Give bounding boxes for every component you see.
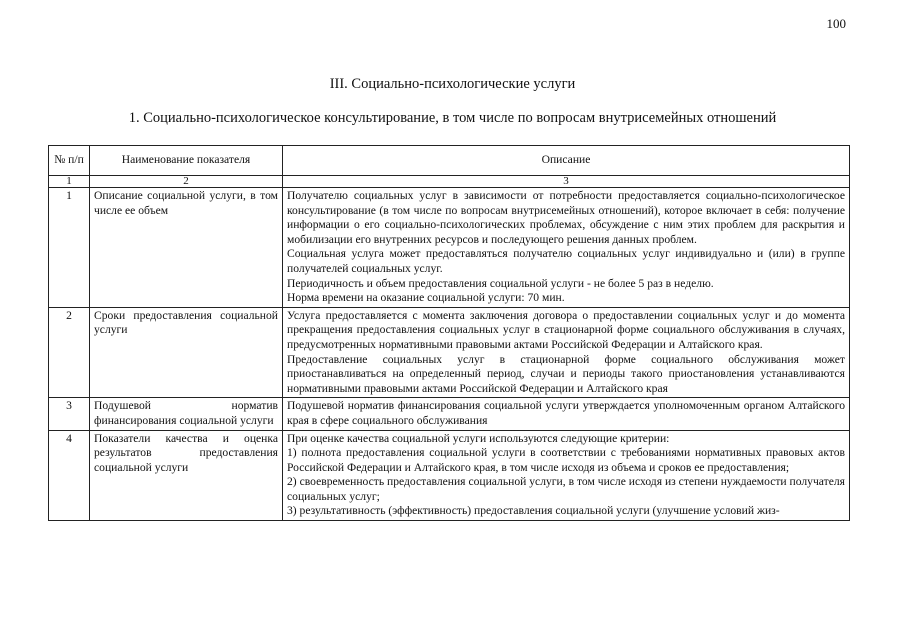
description-paragraph: 1) полнота предоставления социальной услуги в соответствии с требованиями нормативных правовых актов Российской Федерации и Алтайского края, в том числе исходя из объема и сроков ее предоставления; [287,446,845,474]
description-paragraph: При оценке качества социальной услуги используются следующие критерии: [287,431,670,445]
description-paragraph: Получателю социальных услуг в зависимости от потребности предоставляется социально-психологическое консультирование (в том числе по вопросам внутрисемейных отношений), которое включает в себя: получение информации о его социально-психологических проблемах, обсуждение с ним этих проблем для раскрытия и мобилизации его внутренних ресурсов и последующего решения данных проблем. [287,189,845,246]
table-row [49,430,850,521]
row-num: 2 [49,307,90,398]
description-paragraph: Норма времени на оказание социальной услуги: 70 мин. [287,291,565,305]
header-name: Наименование показателя [90,146,283,176]
row-name: Показатели качества и оценка результатов предоставления социальной услуги [90,430,283,521]
page-number: 100 [826,16,846,31]
header-num: № п/п [49,146,90,176]
column-number: 3 [283,176,850,188]
table-row [49,188,850,308]
header-description: Описание [283,146,850,176]
row-description [283,307,850,398]
indicators-table [48,145,850,521]
table-row [49,307,850,398]
row-name: Сроки предоставления социальной услуги [90,307,283,398]
row-num: 3 [49,398,90,430]
row-name: Подушевой норматив финансирования социальной услуги [90,398,283,430]
description-paragraph: 3) результативность (эффективность) предоставления социальной услуги (улучшение условий жиз- [287,504,780,518]
row-num: 1 [49,188,90,308]
description-paragraph: Услуга предоставляется с момента заключения договора о предоставлении социальных услуг и до момента прекращения предоставления социальных услуг в стационарной форме социального обслуживания в случаях, предусмотренных нормативными правовыми актами Российской Федерации и Алтайского края. [287,308,845,351]
column-number: 2 [90,176,283,188]
table-header-row [49,146,850,176]
subsection-title: 1. Социально-психологическое консультирование, в том числе по вопросам внутрисемейных отношений [128,110,777,126]
row-description [283,430,850,521]
section-title: III. Социально-психологические услуги [329,76,576,92]
description-paragraph: Периодичность и объем предоставления социальной услуги - не более 5 раз в неделю. [287,276,714,290]
column-number: 1 [49,176,90,188]
column-number-row [49,176,850,188]
description-paragraph: 2) своевременность предоставления социальной услуги, в том числе исходя из степени нуждаемости получателя социальных услуг; [287,475,845,503]
description-paragraph: Подушевой норматив финансирования социальной услуги утверждается уполномоченным органом Алтайского края в сфере социального обслуживания [287,399,845,427]
table-row [49,398,850,430]
description-paragraph: Предоставление социальных услуг в стационарной форме социального обслуживания может приостанавливаться на определенный период, случаи и периоды такого приостановления устанавливаются нормативными правовыми актами Российской Федерации и Алтайского края [287,352,845,395]
row-description [283,188,850,308]
row-name: Описание социальной услуги, в том числе ее объем [90,188,283,308]
row-num: 4 [49,430,90,521]
row-description [283,398,850,430]
description-paragraph: Социальная услуга может предоставляться получателю социальных услуг индивидуально и (или) в группе получателей социальных услуг. [287,247,845,275]
